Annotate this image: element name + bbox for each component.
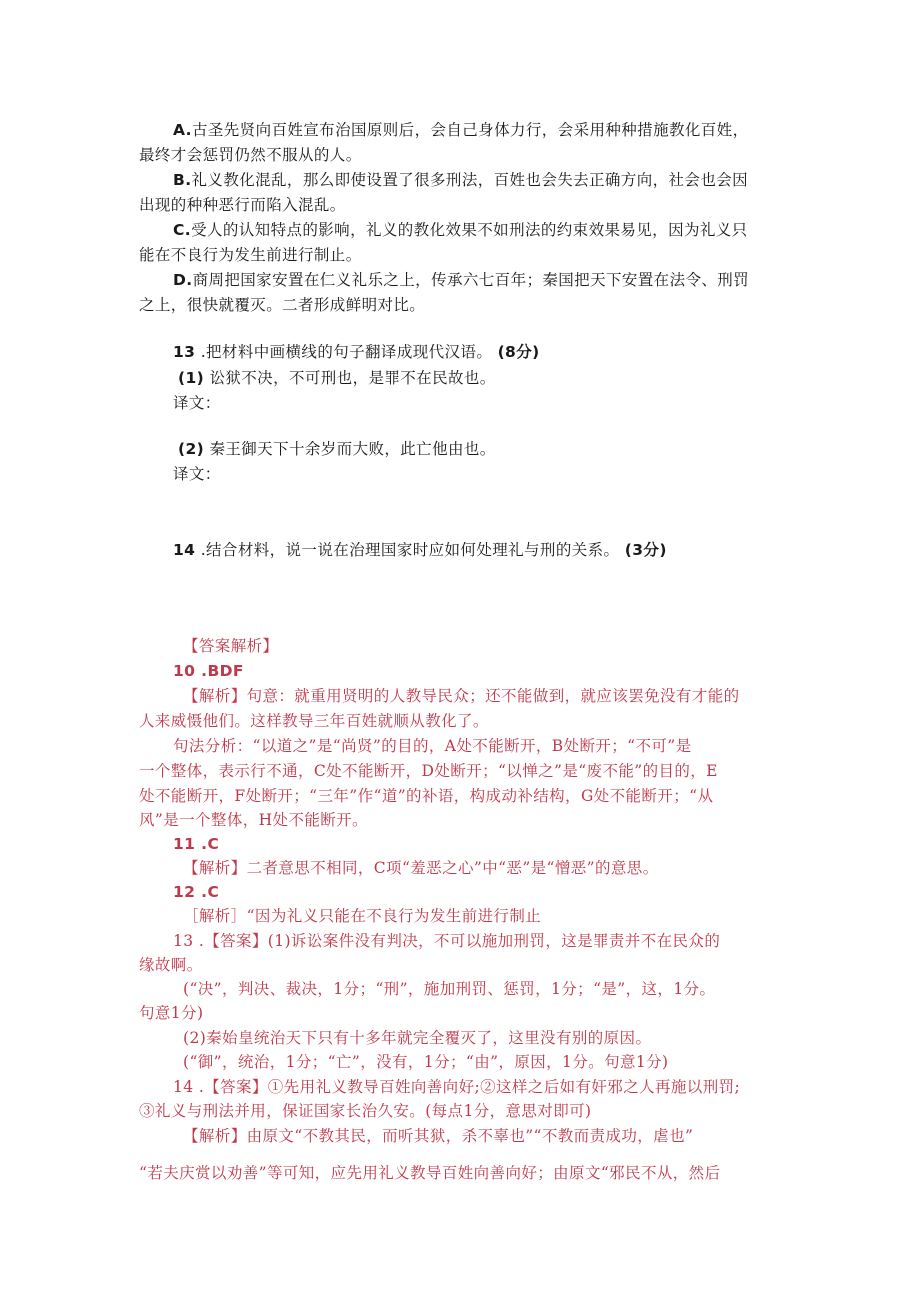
answer-11-head: 11 .C <box>173 835 220 853</box>
answer-header: 【答案解析】 <box>183 637 279 655</box>
answer-14-line: 14 .【答案】①先用礼义教导百姓向善向好;②这样之后如有奸邪之人再施以刑罚; <box>173 1078 741 1096</box>
question-14: 14 .结合材料，说一说在治理国家时应如何处理礼与刑的关系。 (3分) <box>173 541 667 559</box>
answer-10-line: 【解析】句意：就重用贤明的人教导民众；还不能做到，就应该罢免没有才能的 <box>183 687 740 705</box>
answer-10-line: 句法分析：“以道之”是“尚贤”的目的，A处不能断开，B处断开；“不可”是 <box>173 737 692 755</box>
answer-10-line: 人来威慑他们。这样教导三年百姓就顺从教化了。 <box>139 712 489 730</box>
option-c-line2: 能在不良行为发生前进行制止。 <box>139 246 362 264</box>
answer-14-line: “若夫庆赏以劝善”等可知，应先用礼义教导百姓向善向好；由原文“邪民不从，然后 <box>139 1164 721 1182</box>
answer-13-line: 13 .【答案】(1)诉讼案件没有判决，不可以施加刑罚，这是罪责并不在民众的 <box>173 932 721 950</box>
answer-13-line: (“御”，统治，1分；“亡”，没有，1分；“由”，原因，1分。句意1分) <box>183 1053 669 1071</box>
option-c-line1: C.受人的认知特点的影响，礼义的教化效果不如刑法的约束效果易见，因为礼义只 <box>173 221 748 239</box>
option-b-line2: 出现的种种恶行而陷入混乱。 <box>139 196 346 214</box>
answer-11-line: 【解析】二者意思不相同，C项“羞恶之心”中“恶”是“憎恶”的意思。 <box>183 859 659 877</box>
answer-14-line: ③礼义与刑法并用，保证国家长治久安。(每点1分，意思对即可) <box>139 1102 592 1120</box>
option-d-line2: 之上，很快就覆灭。二者形成鲜明对比。 <box>139 296 426 314</box>
answer-10-line: 风”是一个整体，H处不能断开。 <box>139 811 368 829</box>
option-d-line1: D.商周把国家安置在仁义礼乐之上，传承六七百年；秦国把天下安置在法令、刑罚 <box>173 271 750 289</box>
question-13-sentence-1: (1) 讼狱不决，不可刑也，是罪不在民故也。 <box>178 369 496 387</box>
answer-10-line: 一个整体，表示行不通，C处不能断开，D处断开；“以惮之”是“废不能”的目的，E <box>139 762 718 780</box>
answer-13-line: (2)秦始皇统治天下只有十多年就完全覆灭了，这里没有别的原因。 <box>183 1029 652 1047</box>
answer-13-line: (“决”，判决、裁决，1分；“刑”，施加刑罚、惩罚，1分；“是”，这，1分。 <box>183 980 716 998</box>
translation-label-2: 译文： <box>173 465 221 483</box>
translation-label-1: 译文： <box>173 394 221 412</box>
answer-13-line: 缘故啊。 <box>139 956 203 974</box>
answer-14-line: 【解析】由原文“不教其民，而听其狱，杀不辜也”“不教而责成功，虐也” <box>183 1127 694 1145</box>
option-a-line2: 最终才会惩罚仍然不服从的人。 <box>139 146 362 164</box>
answer-10-line: 处不能断开，F处断开；“三年”作“道”的补语，构成动补结构，G处不能断开；“从 <box>139 787 714 805</box>
question-13-sentence-2: (2) 秦王御天下十余岁而大败，此亡他由也。 <box>178 440 496 458</box>
answer-13-line: 句意1分) <box>139 1004 204 1022</box>
answer-12-line: ［解析］“因为礼义只能在不良行为发生前进行制止 <box>183 907 542 925</box>
option-a-line1: A.古圣先贤向百姓宣布治国原则后，会自己身体力行，会采用种种措施教化百姓， <box>173 121 749 139</box>
answer-12-head: 12 .C <box>173 883 220 901</box>
answer-10-head: 10 .BDF <box>173 662 244 680</box>
option-b-line1: B.礼义教化混乱，那么即使设置了很多刑法，百姓也会失去正确方向，社会也会因 <box>173 171 749 189</box>
question-13: 13 .把材料中画横线的句子翻译成现代汉语。 (8分) <box>173 343 540 361</box>
